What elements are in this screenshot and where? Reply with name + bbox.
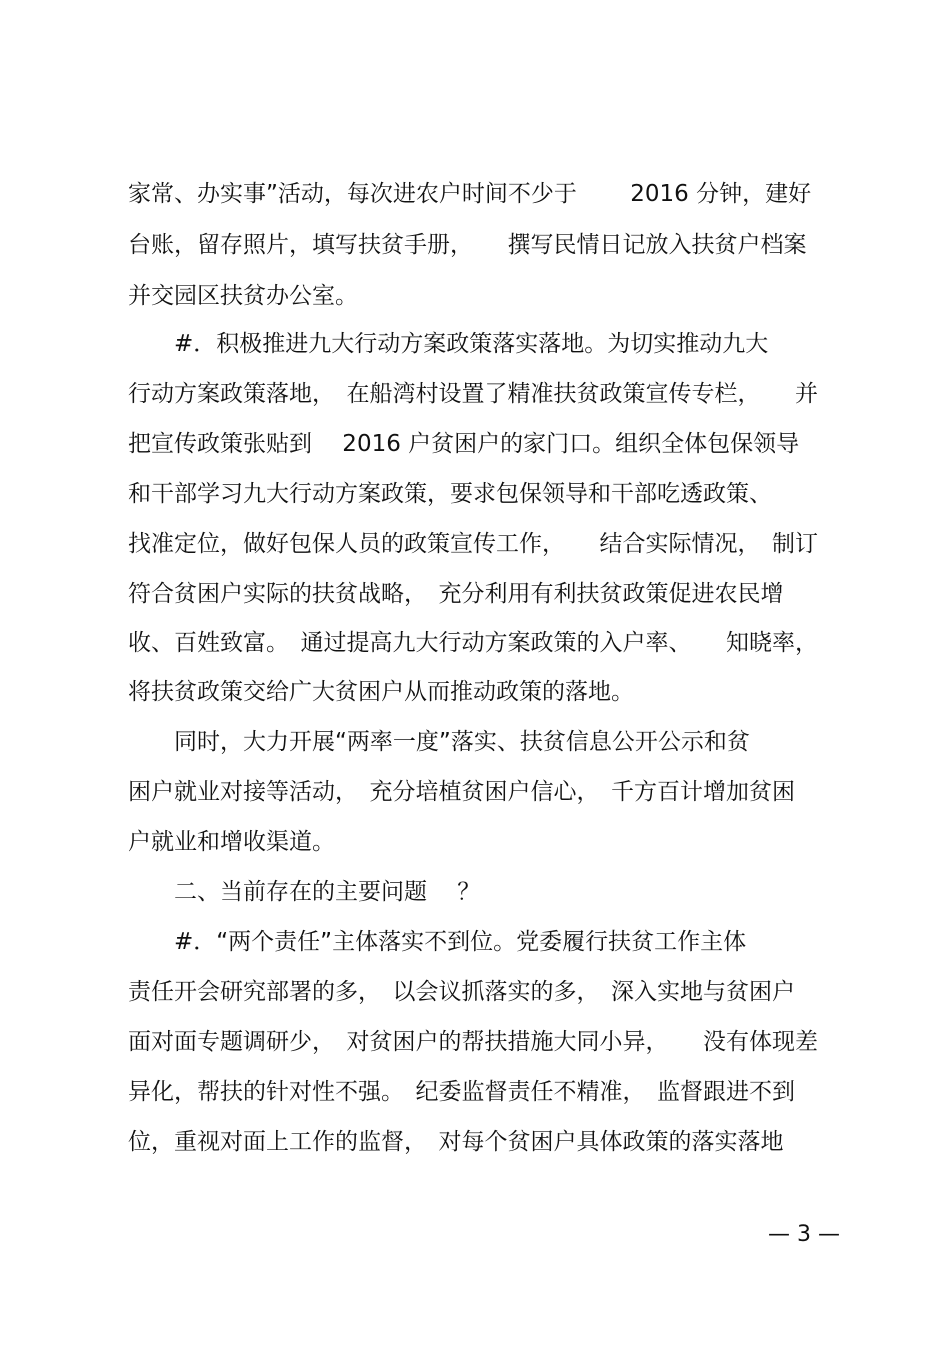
text-line: 将扶贫政策交给广大贫困户从而推动政策的落地。 [128,679,634,705]
text-line: 位，重视对面上工作的监督， 对每个贫困户具体政策的落实落地 [128,1129,784,1155]
text-line: 行动方案政策落地， 在船湾村设置了精准扶贫政策宣传专栏， 并 [128,381,818,407]
text-line: 和干部学习九大行动方案政策，要求包保领导和干部吃透政策、 [128,481,772,507]
text-line: 并交园区扶贫办公室。 [128,283,358,309]
section-heading: 二、当前存在的主要问题 ？ [128,879,481,905]
text-line: #．“两个责任”主体落实不到位。党委履行扶贫工作主体 [128,929,747,955]
text-line: #．积极推进九大行动方案政策落实落地。为切实推动九大 [128,331,769,357]
text-line: 面对面专题调研少， 对贫困户的帮扶措施大同小异， 没有体现差 [128,1029,818,1055]
text-line: 异化，帮扶的针对性不强。 纪委监督责任不精准， 监督跟进不到 [128,1079,795,1105]
text-line: 收、百姓致富。 通过提高九大行动方案政策的入户率、 知晓率， [128,630,818,656]
text-line: 把宣传政策张贴到 2016 户贫困户的家门口。组织全体包保领导 [128,431,800,457]
text-line: 台账，留存照片，填写扶贫手册， 撰写民情日记放入扶贫户档案 [128,232,807,258]
text-line: 家常、办实事”活动，每次进农户时间不少于 2016 分钟，建好 [128,181,812,207]
page-number: — 3 — [768,1222,840,1247]
text-line: 同时，大力开展“两率一度”落实、扶贫信息公开公示和贫 [128,729,750,755]
text-line: 找准定位，做好包保人员的政策宣传工作， 结合实际情况， 制订 [128,531,818,557]
text-line: 责任开会研究部署的多， 以会议抓落实的多， 深入实地与贫困户 [128,979,795,1005]
text-line: 困户就业对接等活动， 充分培植贫困户信心， 千方百计增加贫困 [128,779,795,805]
text-line: 户就业和增收渠道。 [128,829,335,855]
text-line: 符合贫困户实际的扶贫战略， 充分利用有利扶贫政策促进农民增 [128,581,784,607]
